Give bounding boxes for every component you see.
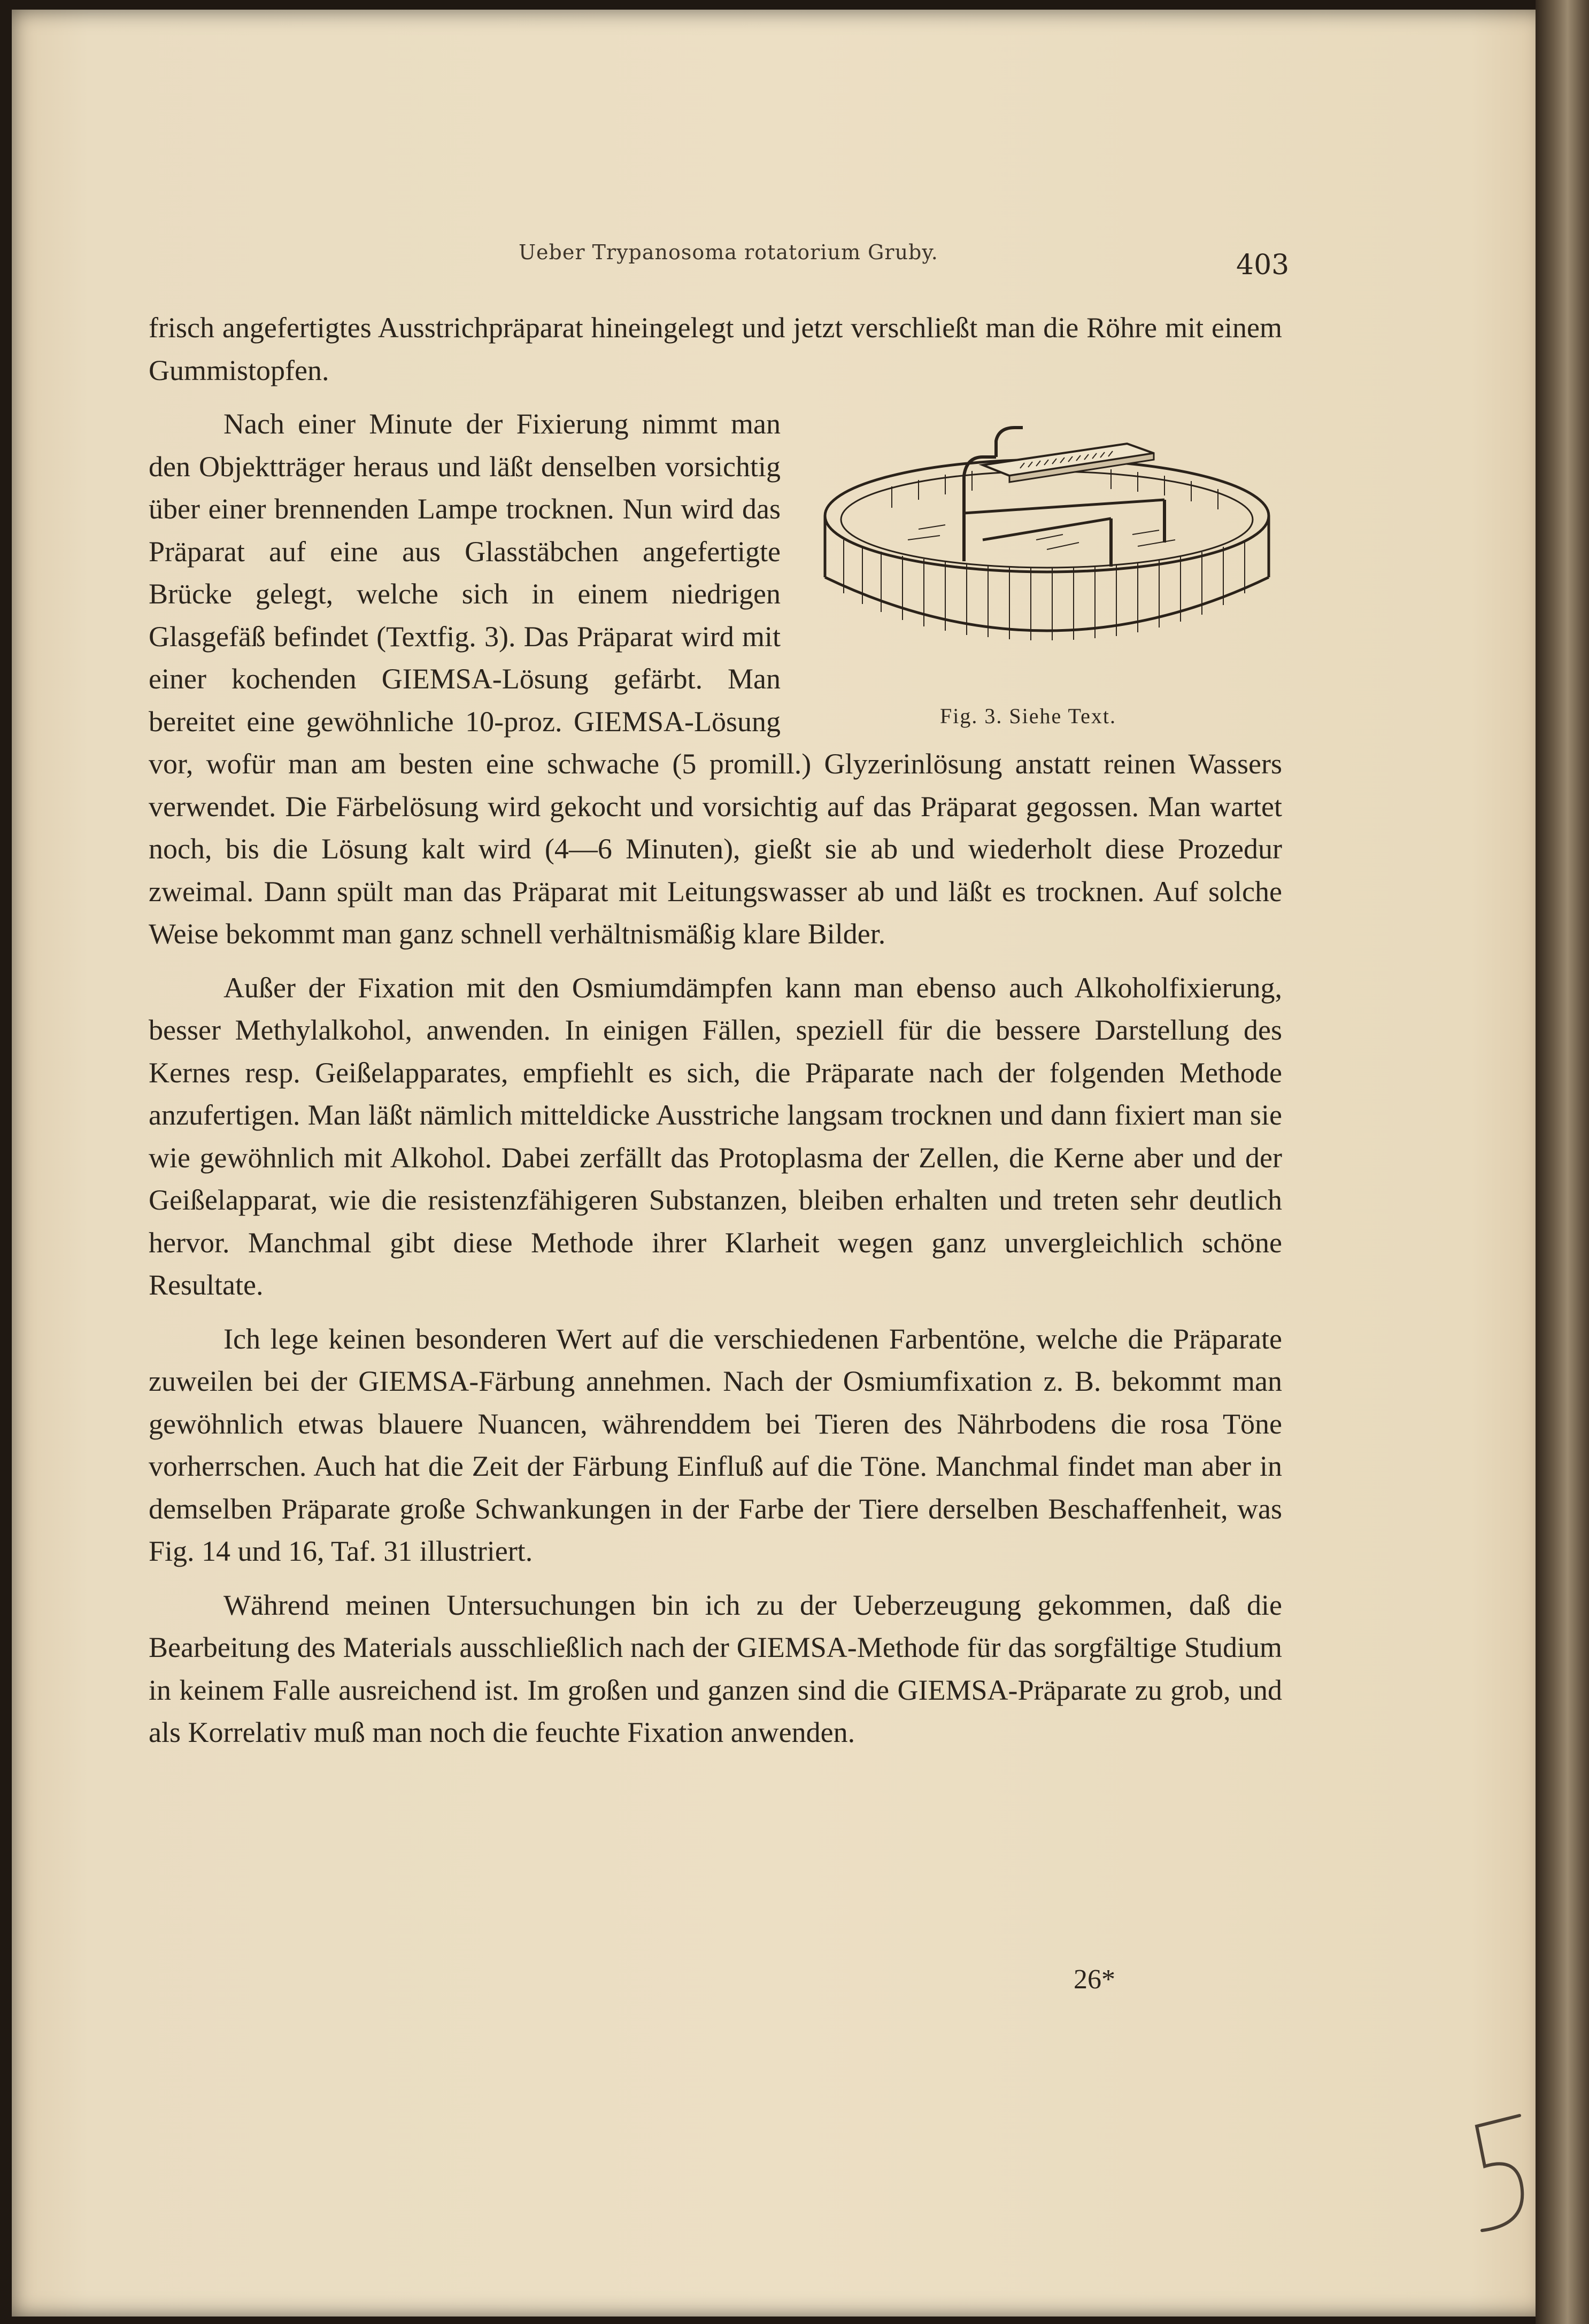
handwritten-page-mark (1455, 2105, 1541, 2244)
paragraph-1: frisch angefertigtes Ausstrichpräparat hineingelegt und jetzt verschließt man die Röhre mit einem Gummistopfen. (149, 312, 1282, 386)
page-number: 403 (1236, 249, 1290, 281)
paragraph-4: Ich lege keinen besonderen Wert auf die verschiedenen Farbentöne, welche die Präparate zuweilen bei der GIEMSA-Färbung annehmen. Nach der Osmiumfixation z. B. bekommt man gewöhnlich etwas blauere Nuancen, währenddem bei Tieren des Nährbodens die rosa Töne vorherrschen. Auch hat die Zeit der Färbung Einfluß auf die Töne. Manchmal findet man aber in demselben Präparate große Schwankungen in der Farbe der Tiere derselben Beschaffenheit, was Fig. 14 und 16, Taf. 31 illustriert. (149, 1322, 1282, 1567)
book-edge-shadow (1536, 0, 1589, 2324)
running-header: Ueber Trypanosoma rotatorium Gruby. (519, 241, 938, 264)
book-page (12, 10, 1547, 2317)
paragraph-5: Während meinen Untersuchungen bin ich zu der Ueberzeugung gekommen, daß die Bearbeitung des Materials ausschließlich nach der GIEMSA-Methode für das sorgfältige Studium in keinem Falle ausreichend ist. Im großen und ganzen sind die GIEMSA-Präparate zu grob, und als Korrelativ muß man noch die feuchte Fixation anwenden. (149, 1589, 1282, 1748)
staining-dish-illustration (812, 406, 1282, 695)
paragraph-3: Außer der Fixation mit den Osmiumdämpfen kann man ebenso auch Alkoholfixierung, besser Methylalkohol, anwenden. In einigen Fällen, speziell für die bessere Darstellung des Kernes resp. Geißelapparates, empfiehlt es sich, die Präparate nach der folgenden Methode anzufertigen. Man läßt nämlich mitteldicke Ausstriche langsam trocknen und dann fixiert man sie wie gewöhnlich mit Alkohol. Dabei zerfällt das Protoplasma der Zellen, die Kerne aber und der Geißelapparat, wie die resistenzfähigeren Substanzen, bleiben erhalten und treten sehr deutlich hervor. Manchmal gibt diese Methode ihrer Klarheit wegen ganz unvergleichlich schöne Resultate. (149, 971, 1282, 1301)
body-text (149, 307, 1282, 1765)
figure-3 (812, 406, 1282, 733)
signature-mark: 26* (1074, 1964, 1115, 1995)
paragraph-2: Nach einer Minute der Fixierung nimmt man den Objektträger heraus und läßt denselben vorsichtig über einer brennenden Lampe trocknen. Nun wird das Präparat auf eine aus Glasstäbchen angefertigte Brücke gelegt, welche sich in einem niedrigen Glasgefäß befindet (Textfig. 3). Das Präparat wird mit einer kochenden GIEMSA-Lösung gefärbt. Man bereitet eine gewöhnliche 10-proz. GIEMSA-Lösung vor, wofür man am besten eine schwache (5 promill.) Glyzerinlösung anstatt reinen Wassers verwendet. Die Färbelösung wird gekocht und vorsichtig auf das Präparat gegossen. Man wartet noch, bis die Lösung kalt wird (4—6 Minuten), gießt sie ab und wiederholt diese Prozedur zweimal. Dann spült man das Präparat mit Leitungswasser ab und läßt es trocknen. Auf solche Weise bekommt man ganz schnell verhältnismäßig klare Bilder. (149, 408, 1282, 950)
figure-caption: Fig. 3. Siehe Text. (940, 704, 1117, 728)
